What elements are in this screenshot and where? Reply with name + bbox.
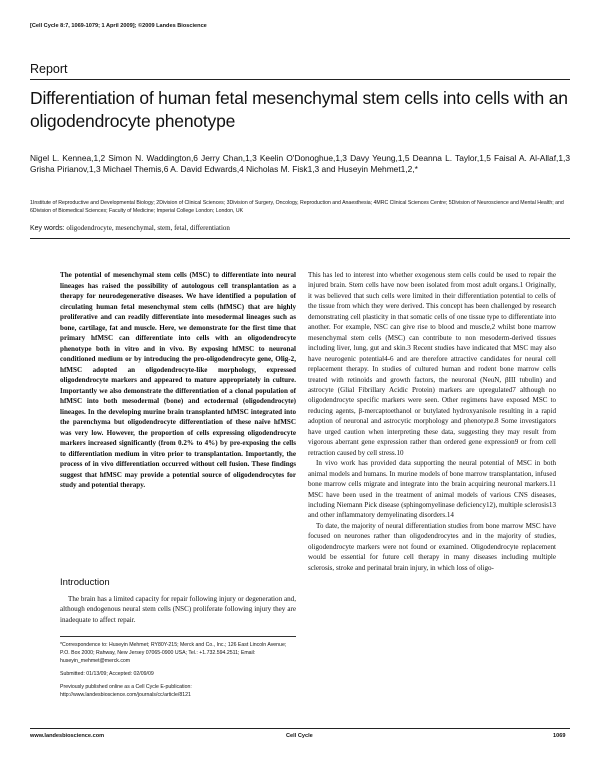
keywords-text: oligodendrocyte, mesenchymal, stem, fetal, differentiation	[66, 224, 230, 232]
introduction-text: The brain has a limited capacity for repair following injury or degeneration and, although endogenous neural stem cells (NSC) proliferate following injury they are inadequate to affect repair.	[60, 595, 296, 624]
submission-dates: Submitted: 01/13/09; Accepted: 02/09/09	[60, 671, 154, 677]
footer-website: www.landesbioscience.com	[30, 733, 105, 739]
body-paragraph: To date, the majority of neural differentiation studies from bone marrow MSC have focused on neurones rather than oligodendrocytes and in the majority of studies, oligodendrocyte markers were not found or examined. Oligodendrocyte replacement would be essential for future cell therapy in many diseases including multiple sclerosis, stroke and perinatal brain injury, in which loss of oligo-	[308, 521, 556, 572]
keywords-label: Key words:	[30, 225, 65, 232]
keywords-divider	[30, 238, 570, 239]
body-paragraph: In vivo work has provided data supporting the neural potential of MSC in both animal models and humans. In murine models of bone marrow transplantation, infused bone marrow cells migrate and integrate into the brain acquiring neuronal markers.11 MSC have been used in the treatment of animal models of various CNS diseases, including Niemann Pick disease (sphingomyelinase deficiency12), multiple sclerosis13 and other inflammatory demyelinating disorders.14	[308, 459, 556, 520]
article-title: Differentiation of human fetal mesenchymal stem cells into cells with an oligodendrocyte phenotype	[30, 88, 568, 131]
author-list: Nigel L. Kennea,1,2 Simon N. Waddington,6 Jerry Chan,1,3 Keelin O'Donoghue,1,3 Davy Yeung,1,5 Deanna L. Taylor,1,5 Faisal A. Al-Allaf,1,3 Grisha Pirianov,1,3 Michael Themis,6 A. David Edwards,4 Nicholas M. Fisk1,3 and Huseyin Mehmet1,2,*	[30, 153, 570, 174]
correspondence-note: *Correspondence to: Huseyin Mehmet; RY80Y-215; Merck and Co., Inc.; 126 East Lincoln Avenue; P.O. Box 2000; Rahway, New Jersey 07065-0900 USA; Tel.: +1.732.594.2511; Email: huseyin_mehmet@merck.com	[60, 642, 287, 664]
abstract: The potential of mesenchymal stem cells (MSC) to differentiate into neural lineages has raised the possibility of autologous cell transplantation as a therapy for neurodegenerative diseases. We have identified a population of circulating human fetal mesenchymal stem cells (hfMSC) that are highly proliferative and can readily differentiate into mesodermal lineages such as bone, cartilage, fat and muscle. Here, we demonstrate for the first time that primary hfMSC can differentiate into cells with an oligodendrocyte phenotype both in vitro and in vivo. By exposing hfMSC to neuronal conditioned medium or by introducing the pro-oligodendrocyte gene, Olig-2, hfMSC adopted an oligodendrocyte-like morphology, expressed oligodendrocyte markers and appeared to mature appropriately in culture. Importantly we also demonstrate the differentiation of a clonal population of hfMSC into both mesodermal (bone) and ectodermal (oligodendrocyte) lineages. In the developing murine brain transplanted hfMSC integrated into the parenchyma but oligodendrocyte differentiation of these naïve hfMSC was very low. However, the proportion of cells expressing oligodendrocyte markers increased significantly (from 0.2% to 4%) by pre-exposing the cells to differentiation medium in vitro prior to transplantation. Importantly, the process of in vivo differentiation occurred without cell fusion. These findings suggest that hfMSC may provide a potential source of oligodendrocytes for study and potential therapy.	[60, 271, 296, 489]
footer-page-number: 1069	[553, 733, 566, 739]
epub-note: Previously published online as a Cell Cycle E-publication: http://www.landesbioscience.com/journals/cc/article/8121	[60, 684, 192, 698]
article-type-label: Report	[30, 62, 68, 76]
footer-divider	[30, 728, 570, 729]
body-paragraph: This has led to interest into whether exogenous stem cells could be used to repair the injured brain. Stem cells have now been isolated from most adult organs.1 Originally, it was believed that such cells were limited in their differentiation potential to cells of the tissue from which they were derived. This concept has been challenged by research demonstrating cell plasticity in that somatic cells of one tissue type to differentiate into another. For example, NSC can give rise to blood and muscle,2 whilst bone marrow mesenchymal stem cells (MSC) can contribute to non mesoderm-derived tissues including liver, lung, gut and skin.3 Recent studies have indicated that MSC may also have neurogenic potential4-6 and are therefore attractive candidates for neural cell replacement therapy. In studies of cultured human and rodent bone marrow cells treated with retinoids and growth factors, the neuronal (NeuN, βIII tubulin) and astrocyte (Glial Fibrillary Acidic Protein) markers are upregulated7 although no oligodendrocyte specific markers were seen. Other regimens have exposed MSC to reducing agents, β-mercaptoethanol or butylated hydroxyanisole resulting in a rapid adoption of neuronal and astrocytic morphology and phenotype.8 Some investigators have urged caution when interpreting these data, suggesting they may result from vigorous aberrant gene expression rather than ordered gene expression9 or from cell retraction caused by cell stress.10	[308, 271, 556, 457]
footnote	[60, 641, 296, 704]
keywords-line	[30, 224, 230, 232]
footer-journal: Cell Cycle	[286, 733, 313, 739]
journal-citation: [Cell Cycle 8:7, 1069-1079; 1 April 2009]; ©2009 Landes Bioscience	[30, 23, 207, 29]
header-divider	[30, 79, 570, 80]
footnote-divider	[60, 636, 296, 637]
affiliations: 1Institute of Reproductive and Developmental Biology; 2Division of Clinical Sciences; 3Division of Surgery, Oncology, Reproduction and Anaesthesia; 4MRC Clinical Sciences Centre; 5Division of Neuroscience and Mental Health; and 6Division of Biomedical Sciences; Faculty of Medicine; Imperial College London; London, UK	[30, 200, 564, 214]
introduction-heading: Introduction	[60, 577, 110, 588]
right-column	[308, 270, 556, 573]
